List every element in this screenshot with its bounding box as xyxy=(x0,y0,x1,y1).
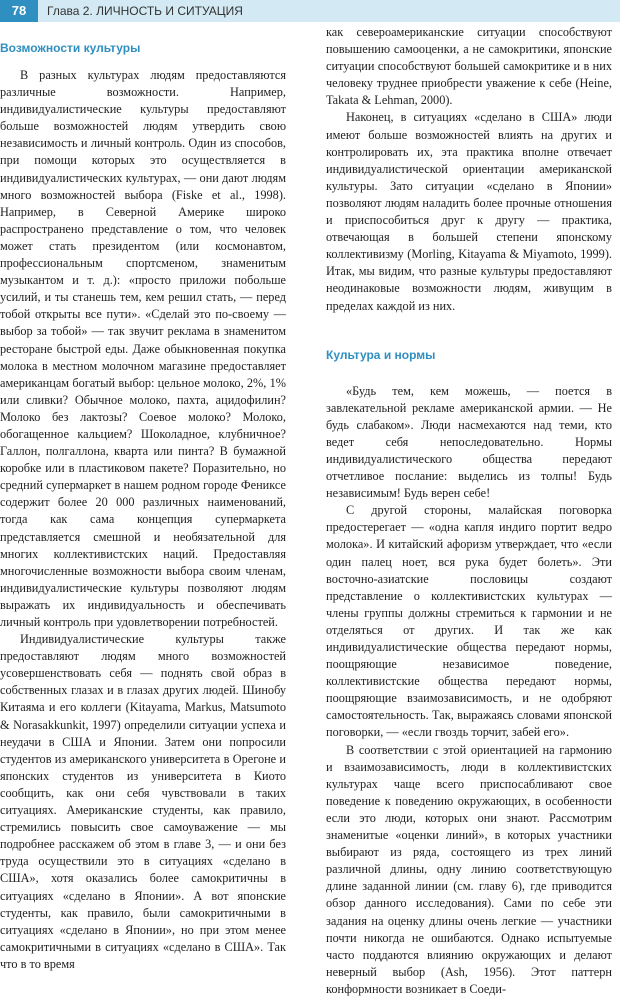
body-paragraph: «Будь тем, кем можешь, — поется в завлекательной рекламе американской армии. — Не будь слабаком». Люди насмехаются над теми, кто ведет себя непоследовательно. Нормы индивидуалистического общества передают отчетливое послание: выделись из толпы! Будь независимым! Будь верен себе! xyxy=(326,383,612,501)
running-header xyxy=(0,0,620,22)
right-column xyxy=(326,24,612,998)
body-paragraph: В соответствии с этой ориентацией на гармонию и взаимозависимость, люди в коллективистских культурах чаще всего приспосабливают свое поведение к поведению окружающих, в особенности если это люди, которых они знают. Рассмотрим знаменитые «оценки линий», в которых участники выбирают из ряда, состоящего из трех линий различной длины, одну линию соответствующую длине заданной линии (см. главу 6), где приводится обзор данного исследования). Сами по себе эти задания на оценку длины очень легкие — участники почти никогда не ошибаются. Однако испытуемые часто поддаются влиянию окружающих и делают неверный выбор (Ash, 1956). Этот паттерн конформности возникает в Соеди- xyxy=(326,742,612,996)
left-column xyxy=(0,24,286,973)
body-paragraph: Индивидуалистические культуры также предоставляют людям много возможностей усовершенствовать себя — поднять свой образ в собственных глазах и в глазах других людей. Шинобу Китаяма и его коллеги (Kitayama, Markus, Matsumoto & Norasakkunkit, 1997) определили ситуации успеха и неудачи в США и Японии. Затем они попросили студентов из американского университета в Орегоне и японских студентов из университета в Киото сообщить, как они себя чувствовали в таких ситуациях. Американские студенты, как правило, стремились повысить свое самоуважение — мы подробнее расскажем об этом в главе 3, — и они без труда осуществили это в ситуациях «сделано в США», хотя оказались более самокритичны в ситуациях «сделано в Японии». А вот японские студенты, как правило, были самокритичными в ситуациях «сделано в Японии», но при этом менее самокритичными в ситуациях «сделано в США». Так что в то время xyxy=(0,632,286,971)
body-paragraph: С другой стороны, малайская поговорка предостерегает — «одна капля индиго портит ведро молока». И китайский афоризм утверждает, что «если один палец ноет, вся рука будет болеть». Эти восточно-азиатские пословицы создают представление о коллективистских культурах — члены группы должны стремиться к гармонии и не отделяться от других. И так же как индивидуалистические общества передают нормы, поощряющие независимое поведение, коллективистские общества передают нормы, поощряющие взаимозависимость, и не одобряют самостоятельность. Так, выражаясь словами японской поговорки, — «если гвоздь торчит, забей его». xyxy=(326,503,612,740)
body-paragraph: Наконец, в ситуациях «сделано в США» люди имеют больше возможностей влиять на других и контролировать их, эта практика вполне отвечает индивидуалистической ориентации американской культуры. Зато ситуации «сделано в Японии» позволяют людям наладить более прочные отношения и приспособиться друг к другу — практика, отвечающая в большей степени японскому коллективизму (Morling, Kitayama & Miyamoto, 1999). Итак, мы видим, что разные культуры предоставляют неодинаковые возможности людям, живущим в пределах каждой из них. xyxy=(326,110,612,313)
section-heading-cultural-opportunities: Возможности культуры xyxy=(0,41,141,55)
chapter-title: Глава 2. ЛИЧНОСТЬ И СИТУАЦИЯ xyxy=(47,4,243,18)
body-paragraph: В разных культурах людям предоставляются различные возможности. Например, индивидуалистические культуры предоставляют больше возможностей людям утвердить свою независимость и личный контроль. Один из способов, при помощи которых это осуществляется в индивидуалистических культурах, — они дают людям много возможностей выбора (Fiske et al., 1998). Например, в Северной Америке широко распространено представление о том, что человек может стать президентом (или космонавтом, профессиональным спортсменом, знаменитым музыкантом и т. д.): «просто приложи побольше усилий, и ты станешь тем, кем решил стать, — перед тобой открыты все пути». «Сделай это по-своему — выбор за тобой» — так звучит реклама в знаменитом ресторане быстрой еды. Даже обыкновенная покупка молока в местном молочном магазине предоставляет американцам богатый выбор: цельное молоко, 2%, 1% или сливки? Обычное молоко, пахта, ацидофилин? Молоко без лактозы? Соевое молоко? Молоко, обогащенное кальцием? Шоколадное, клубничное? Галлон, полгаллона, кварта или пинта? В бумажной коробке или в пластиковом пакете? Поразительно, но средний супермаркет в нашем родном городе Фениксе содержит более 20 000 различных наименований, тогда как сама концепция супермаркета представляется смешной и необязательной для многих коллективистских наций. Предоставляя многочисленные возможности выбора своим членам, индивидуалистические культуры позволяют людям выражать их индивидуальность и обеспечивать личный контроль при удовлетворении потребностей. xyxy=(0,68,286,629)
page-number: 78 xyxy=(0,0,38,22)
body-paragraph: как североамериканские ситуации способствуют повышению самооценки, а не самокритики, японские ситуации способствуют большей самокритике и в них человеку труднее приобрести уважение к себе (Heine, Takata & Lehman, 2000). xyxy=(326,25,612,108)
section-heading-culture-and-norms: Культура и нормы xyxy=(326,347,436,362)
